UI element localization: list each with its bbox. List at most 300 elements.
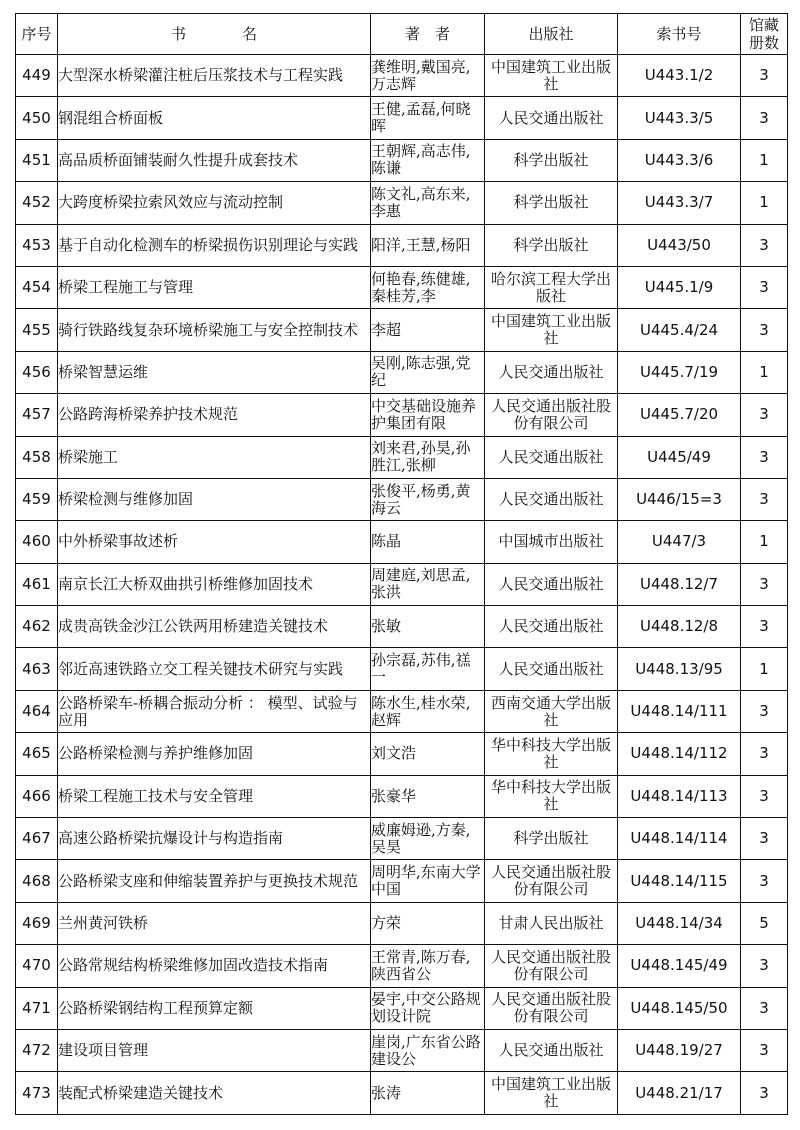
row-call-number-cell	[618, 394, 741, 436]
row-copies-text: 3	[759, 871, 769, 890]
table-row	[16, 987, 788, 1029]
row-copies-text: 3	[759, 320, 769, 339]
row-seq-cell	[16, 606, 58, 648]
row-author-cell	[371, 818, 485, 860]
row-call-number-text: U445.7/19	[639, 362, 719, 381]
row-call-number-text: U448.14/115	[630, 871, 728, 890]
row-seq-text: 461	[22, 574, 51, 593]
row-copies-text: 1	[759, 362, 769, 381]
row-publisher-cell	[485, 55, 618, 97]
row-copies-cell	[741, 1072, 788, 1114]
row-title-cell	[58, 690, 371, 732]
row-publisher-cell	[485, 224, 618, 266]
row-copies-cell	[741, 818, 788, 860]
row-author-text: 何艳春,练健雄,秦桂芳,李	[371, 270, 471, 305]
row-publisher-cell	[485, 860, 618, 902]
row-seq-cell	[16, 55, 58, 97]
row-call-number-text: U445.7/20	[639, 405, 719, 424]
row-author-cell	[371, 521, 485, 563]
row-publisher-text: 人民交通出版社股份有限公司	[490, 864, 611, 899]
row-publisher-text: 科学出版社	[513, 194, 589, 212]
row-copies-text: 3	[759, 1083, 769, 1102]
row-seq-text: 456	[22, 362, 51, 381]
row-publisher-cell	[485, 987, 618, 1029]
row-publisher-cell	[485, 139, 618, 181]
row-title-text: 南京长江大桥双曲拱引桥维修加固技术	[58, 575, 314, 593]
row-copies-cell	[741, 436, 788, 478]
table-row	[16, 818, 788, 860]
row-author-text: 王健,孟磊,何晓晖	[371, 101, 471, 136]
row-call-number-text: U448.145/50	[630, 998, 728, 1017]
row-author-cell	[371, 860, 485, 902]
row-call-number-cell	[618, 987, 741, 1029]
row-copies-text: 3	[759, 1041, 769, 1060]
table-row	[16, 436, 788, 478]
row-publisher-text: 中国建筑工业出版社	[490, 58, 611, 93]
row-copies-text: 3	[759, 744, 769, 763]
row-call-number-text: U448.14/114	[630, 829, 728, 848]
row-copies-cell	[741, 55, 788, 97]
row-call-number-text: U446/15=3	[636, 490, 722, 509]
table-row	[16, 775, 788, 817]
row-publisher-text: 人民交通出版社	[498, 618, 604, 636]
row-call-number-cell	[618, 690, 741, 732]
header-seq: 序号	[16, 14, 58, 55]
row-seq-text: 465	[22, 744, 51, 763]
row-title-text: 中外桥梁事故述析	[58, 533, 179, 551]
row-call-number-text: U445.1/9	[644, 278, 714, 297]
row-call-number-cell	[618, 224, 741, 266]
row-title-text: 高品质桥面铺装耐久性提升成套技术	[58, 151, 299, 169]
row-title-text: 基于自动化检测车的桥梁损伤识别理论与实践	[58, 236, 359, 254]
table-row	[16, 1029, 788, 1071]
row-copies-text: 3	[759, 702, 769, 721]
row-author-text: 吴刚,陈志强,党纪	[371, 355, 471, 390]
row-author-cell	[371, 436, 485, 478]
row-copies-text: 3	[759, 998, 769, 1017]
row-title-cell	[58, 139, 371, 181]
row-author-cell	[371, 394, 485, 436]
table-row	[16, 563, 788, 605]
row-title-text: 桥梁工程施工与管理	[58, 279, 194, 297]
row-seq-cell	[16, 309, 58, 351]
row-copies-cell	[741, 648, 788, 690]
row-copies-text: 1	[759, 532, 769, 551]
row-title-cell	[58, 351, 371, 393]
row-copies-cell	[741, 902, 788, 944]
row-call-number-text: U448.12/8	[639, 617, 719, 636]
row-seq-text: 450	[22, 108, 51, 127]
row-seq-text: 466	[22, 786, 51, 805]
row-seq-cell	[16, 775, 58, 817]
row-author-text: 龚维明,戴国亮,万志辉	[371, 58, 471, 93]
row-publisher-cell	[485, 606, 618, 648]
row-publisher-text: 人民交通出版社	[498, 575, 604, 593]
row-seq-cell	[16, 860, 58, 902]
row-publisher-cell	[485, 945, 618, 987]
row-seq-text: 454	[22, 278, 51, 297]
row-copies-cell	[741, 945, 788, 987]
row-publisher-text: 人民交通出版社股份有限公司	[490, 397, 611, 432]
row-seq-text: 449	[22, 66, 51, 85]
row-title-cell	[58, 394, 371, 436]
row-author-cell	[371, 690, 485, 732]
row-publisher-cell	[485, 394, 618, 436]
row-author-cell	[371, 945, 485, 987]
row-copies-cell	[741, 690, 788, 732]
header-title	[58, 14, 371, 55]
row-copies-cell	[741, 563, 788, 605]
row-publisher-text: 人民交通出版社	[498, 448, 604, 466]
row-author-text: 方荣	[371, 915, 402, 932]
row-author-cell	[371, 224, 485, 266]
row-author-text: 张涛	[371, 1084, 402, 1102]
row-copies-cell	[741, 351, 788, 393]
row-author-cell	[371, 266, 485, 308]
row-title-text: 大型深水桥梁灌注桩后压浆技术与工程实践	[58, 67, 344, 85]
row-author-text: 孙宗磊,苏伟,禚一	[371, 652, 471, 687]
row-copies-cell	[741, 521, 788, 563]
row-seq-cell	[16, 648, 58, 690]
row-copies-cell	[741, 182, 788, 224]
row-author-text: 陈水生,桂水荣,赵辉	[371, 694, 471, 729]
row-author-cell	[371, 351, 485, 393]
row-seq-text: 457	[22, 405, 51, 424]
row-publisher-cell	[485, 818, 618, 860]
row-call-number-cell	[618, 97, 741, 139]
row-title-cell	[58, 55, 371, 97]
row-copies-text: 3	[759, 278, 769, 297]
row-call-number-text: U443.3/6	[644, 150, 714, 169]
row-call-number-text: U445.4/24	[639, 320, 719, 339]
table-row	[16, 902, 788, 944]
row-title-text: 桥梁施工	[58, 448, 119, 466]
row-title-text: 骑行铁路线复杂环境桥梁施工与安全控制技术	[58, 321, 359, 339]
table-row	[16, 606, 788, 648]
table-row	[16, 394, 788, 436]
row-seq-cell	[16, 436, 58, 478]
row-call-number-text: U448.12/7	[639, 574, 719, 593]
row-publisher-text: 科学出版社	[513, 830, 589, 848]
row-copies-text: 3	[759, 617, 769, 636]
row-author-cell	[371, 987, 485, 1029]
row-title-cell	[58, 775, 371, 817]
row-author-text: 周明华,东南大学中国	[371, 864, 481, 899]
row-author-text: 刘来君,孙昊,孙胜江,张柳	[371, 440, 471, 475]
row-seq-cell	[16, 690, 58, 732]
row-title-text: 桥梁检测与维修加固	[58, 491, 194, 509]
row-publisher-text: 华中科技大学出版社	[490, 779, 611, 814]
row-call-number-text: U448.145/49	[630, 956, 728, 975]
row-copies-text: 1	[759, 150, 769, 169]
table-row	[16, 690, 788, 732]
row-copies-text: 3	[759, 108, 769, 127]
row-author-text: 中交基础设施养护集团有限	[371, 397, 477, 432]
row-seq-cell	[16, 97, 58, 139]
row-title-cell	[58, 902, 371, 944]
row-seq-text: 473	[22, 1083, 51, 1102]
row-copies-cell	[741, 733, 788, 775]
row-seq-cell	[16, 224, 58, 266]
table-row	[16, 55, 788, 97]
row-publisher-text: 人民交通出版社	[498, 1042, 604, 1060]
row-title-cell	[58, 436, 371, 478]
row-call-number-cell	[618, 351, 741, 393]
row-call-number-cell	[618, 1029, 741, 1071]
row-seq-cell	[16, 266, 58, 308]
row-publisher-cell	[485, 266, 618, 308]
header-copies-line1: 馆藏	[748, 16, 779, 34]
row-call-number-cell	[618, 563, 741, 605]
row-author-cell	[371, 182, 485, 224]
row-publisher-cell	[485, 690, 618, 732]
row-seq-text: 470	[22, 956, 51, 975]
row-author-text: 王朝辉,高志伟,陈谦	[371, 143, 471, 178]
row-title-text: 高速公路桥梁抗爆设计与构造指南	[58, 830, 284, 848]
row-publisher-text: 甘肃人民出版社	[498, 915, 604, 932]
row-author-text: 张俊平,杨勇,黄海云	[371, 482, 471, 517]
table-row	[16, 139, 788, 181]
row-call-number-text: U448.14/113	[630, 786, 728, 805]
row-call-number-cell	[618, 309, 741, 351]
row-title-cell	[58, 860, 371, 902]
row-publisher-cell	[485, 309, 618, 351]
table-row	[16, 182, 788, 224]
row-copies-cell	[741, 97, 788, 139]
row-seq-text: 471	[22, 998, 51, 1017]
row-publisher-cell	[485, 648, 618, 690]
row-author-text: 张敏	[371, 618, 402, 636]
row-title-text: 桥梁智慧运维	[58, 363, 149, 381]
table-row	[16, 224, 788, 266]
table-row	[16, 521, 788, 563]
row-call-number-text: U443.1/2	[644, 66, 714, 85]
row-seq-text: 455	[22, 320, 51, 339]
row-seq-text: 468	[22, 871, 51, 890]
row-call-number-text: U443.3/7	[644, 193, 714, 212]
book-catalog-table	[15, 13, 788, 1115]
row-title-cell	[58, 97, 371, 139]
row-author-cell	[371, 775, 485, 817]
row-seq-cell	[16, 394, 58, 436]
row-copies-text: 5	[759, 914, 769, 932]
row-call-number-cell	[618, 606, 741, 648]
row-author-cell	[371, 309, 485, 351]
header-author: 著 者	[371, 14, 485, 55]
row-author-cell	[371, 1029, 485, 1071]
row-copies-text: 1	[759, 659, 769, 678]
row-copies-cell	[741, 309, 788, 351]
row-copies-cell	[741, 775, 788, 817]
table-row	[16, 1072, 788, 1114]
row-seq-text: 464	[22, 702, 51, 721]
row-publisher-text: 科学出版社	[513, 151, 589, 169]
row-publisher-text: 人民交通出版社	[498, 109, 604, 127]
row-publisher-cell	[485, 521, 618, 563]
row-seq-cell	[16, 987, 58, 1029]
row-publisher-text: 科学出版社	[513, 236, 589, 254]
row-title-text: 公路跨海桥梁养护技术规范	[58, 406, 239, 424]
row-title-cell	[58, 733, 371, 775]
row-call-number-text: U448.19/27	[635, 1041, 723, 1060]
row-title-cell	[58, 648, 371, 690]
row-publisher-text: 中国城市出版社	[498, 533, 604, 551]
table-row	[16, 351, 788, 393]
row-publisher-text: 人民交通出版社	[498, 491, 604, 509]
row-publisher-cell	[485, 97, 618, 139]
row-title-text: 兰州黄河铁桥	[58, 915, 149, 932]
row-seq-cell	[16, 733, 58, 775]
row-call-number-cell	[618, 648, 741, 690]
row-call-number-text: U448.14/111	[630, 702, 728, 721]
row-copies-cell	[741, 394, 788, 436]
table-row	[16, 309, 788, 351]
row-seq-text: 459	[22, 490, 51, 509]
row-seq-text: 467	[22, 829, 51, 848]
row-author-text: 晏宇,中交公路规划设计院	[371, 991, 481, 1026]
row-seq-cell	[16, 945, 58, 987]
row-call-number-cell	[618, 1072, 741, 1114]
row-title-text: 桥梁工程施工技术与安全管理	[58, 787, 254, 805]
table-row	[16, 945, 788, 987]
row-title-cell	[58, 266, 371, 308]
header-title-text: 书名	[170, 24, 313, 43]
row-author-cell	[371, 97, 485, 139]
table-row	[16, 266, 788, 308]
row-publisher-text: 人民交通出版社股份有限公司	[490, 991, 611, 1026]
row-author-text: 张豪华	[371, 787, 417, 805]
row-seq-cell	[16, 1072, 58, 1114]
row-seq-text: 472	[22, 1041, 51, 1060]
row-seq-text: 458	[22, 447, 51, 466]
row-seq-cell	[16, 521, 58, 563]
row-author-cell	[371, 478, 485, 520]
row-title-cell	[58, 309, 371, 351]
row-publisher-text: 西南交通大学出版社	[490, 694, 611, 729]
row-seq-text: 453	[22, 235, 51, 254]
row-seq-text: 462	[22, 617, 51, 636]
row-title-cell	[58, 521, 371, 563]
row-author-text: 王常青,陈万春,陕西省公	[371, 948, 471, 983]
row-author-cell	[371, 733, 485, 775]
row-seq-cell	[16, 182, 58, 224]
row-call-number-cell	[618, 860, 741, 902]
row-title-text: 公路桥梁车-桥耦合振动分析 ： 模型、试验与应用	[58, 694, 358, 729]
row-call-number-cell	[618, 775, 741, 817]
row-copies-cell	[741, 266, 788, 308]
row-publisher-text: 华中科技大学出版社	[490, 736, 611, 771]
row-copies-text: 1	[759, 193, 769, 212]
row-call-number-cell	[618, 55, 741, 97]
row-publisher-text: 中国建筑工业出版社	[490, 313, 611, 348]
row-call-number-text: U443.3/5	[644, 108, 714, 127]
row-call-number-cell	[618, 902, 741, 944]
row-author-text: 崖岗,广东省公路建设公	[371, 1033, 481, 1068]
row-copies-text: 3	[759, 956, 769, 975]
row-copies-text: 3	[759, 574, 769, 593]
row-copies-text: 3	[759, 490, 769, 509]
row-publisher-cell	[485, 1029, 618, 1071]
row-title-cell	[58, 987, 371, 1029]
row-call-number-cell	[618, 818, 741, 860]
row-copies-text: 3	[759, 786, 769, 805]
row-seq-text: 451	[22, 150, 51, 169]
row-publisher-cell	[485, 563, 618, 605]
row-title-text: 公路桥梁检测与养护维修加固	[58, 745, 254, 763]
row-call-number-text: U447/3	[651, 532, 707, 551]
row-copies-cell	[741, 606, 788, 648]
row-copies-text: 3	[759, 829, 769, 848]
row-title-cell	[58, 818, 371, 860]
row-publisher-text: 人民交通出版社	[498, 660, 604, 678]
row-seq-cell	[16, 139, 58, 181]
row-publisher-text: 人民交通出版社	[498, 363, 604, 381]
row-publisher-cell	[485, 478, 618, 520]
row-title-text: 钢混组合桥面板	[58, 109, 164, 127]
row-author-text: 威廉姆逊,方秦,吴昊	[371, 821, 471, 856]
row-title-cell	[58, 1029, 371, 1071]
row-copies-text: 3	[759, 235, 769, 254]
row-author-cell	[371, 563, 485, 605]
row-author-text: 阳洋,王慧,杨阳	[371, 236, 471, 254]
row-copies-cell	[741, 987, 788, 1029]
row-copies-cell	[741, 1029, 788, 1071]
header-publisher: 出版社	[485, 14, 618, 55]
row-call-number-text: U448.13/95	[635, 659, 723, 678]
row-title-text: 建设项目管理	[58, 1042, 149, 1060]
row-seq-cell	[16, 1029, 58, 1071]
row-call-number-cell	[618, 945, 741, 987]
row-seq-cell	[16, 478, 58, 520]
row-author-cell	[371, 648, 485, 690]
row-copies-text: 3	[759, 66, 769, 85]
row-author-text: 周建庭,刘思孟,张洪	[371, 567, 471, 602]
row-author-cell	[371, 139, 485, 181]
row-title-cell	[58, 478, 371, 520]
table-row	[16, 648, 788, 690]
row-publisher-cell	[485, 436, 618, 478]
row-seq-cell	[16, 902, 58, 944]
row-call-number-text: U448.14/112	[630, 744, 728, 763]
header-copies-line2: 册数	[748, 34, 779, 52]
row-seq-cell	[16, 351, 58, 393]
row-publisher-cell	[485, 733, 618, 775]
row-call-number-cell	[618, 521, 741, 563]
row-copies-text: 3	[759, 405, 769, 424]
row-publisher-text: 人民交通出版社股份有限公司	[490, 948, 611, 983]
row-title-cell	[58, 606, 371, 648]
row-author-text: 陈晶	[371, 533, 402, 551]
row-title-text: 邻近高速铁路立交工程关键技术研究与实践	[58, 660, 344, 678]
row-copies-text: 3	[759, 447, 769, 466]
row-title-cell	[58, 563, 371, 605]
row-call-number-text: U445/49	[647, 447, 711, 466]
row-copies-cell	[741, 224, 788, 266]
row-call-number-text: U448.21/17	[635, 1083, 723, 1102]
row-seq-cell	[16, 563, 58, 605]
row-seq-cell	[16, 818, 58, 860]
row-seq-text: 469	[22, 914, 51, 932]
row-title-text: 公路常规结构桥梁维修加固改造技术指南	[58, 957, 329, 975]
row-publisher-text: 中国建筑工业出版社	[490, 1076, 611, 1111]
row-title-text: 公路桥梁支座和伸缩装置养护与更换技术规范	[58, 872, 359, 890]
row-author-cell	[371, 902, 485, 944]
row-title-text: 公路桥梁钢结构工程预算定额	[58, 999, 254, 1017]
row-title-cell	[58, 224, 371, 266]
table-header-row	[16, 14, 788, 55]
row-call-number-cell	[618, 478, 741, 520]
row-publisher-text: 哈尔滨工程大学出版社	[490, 270, 611, 305]
